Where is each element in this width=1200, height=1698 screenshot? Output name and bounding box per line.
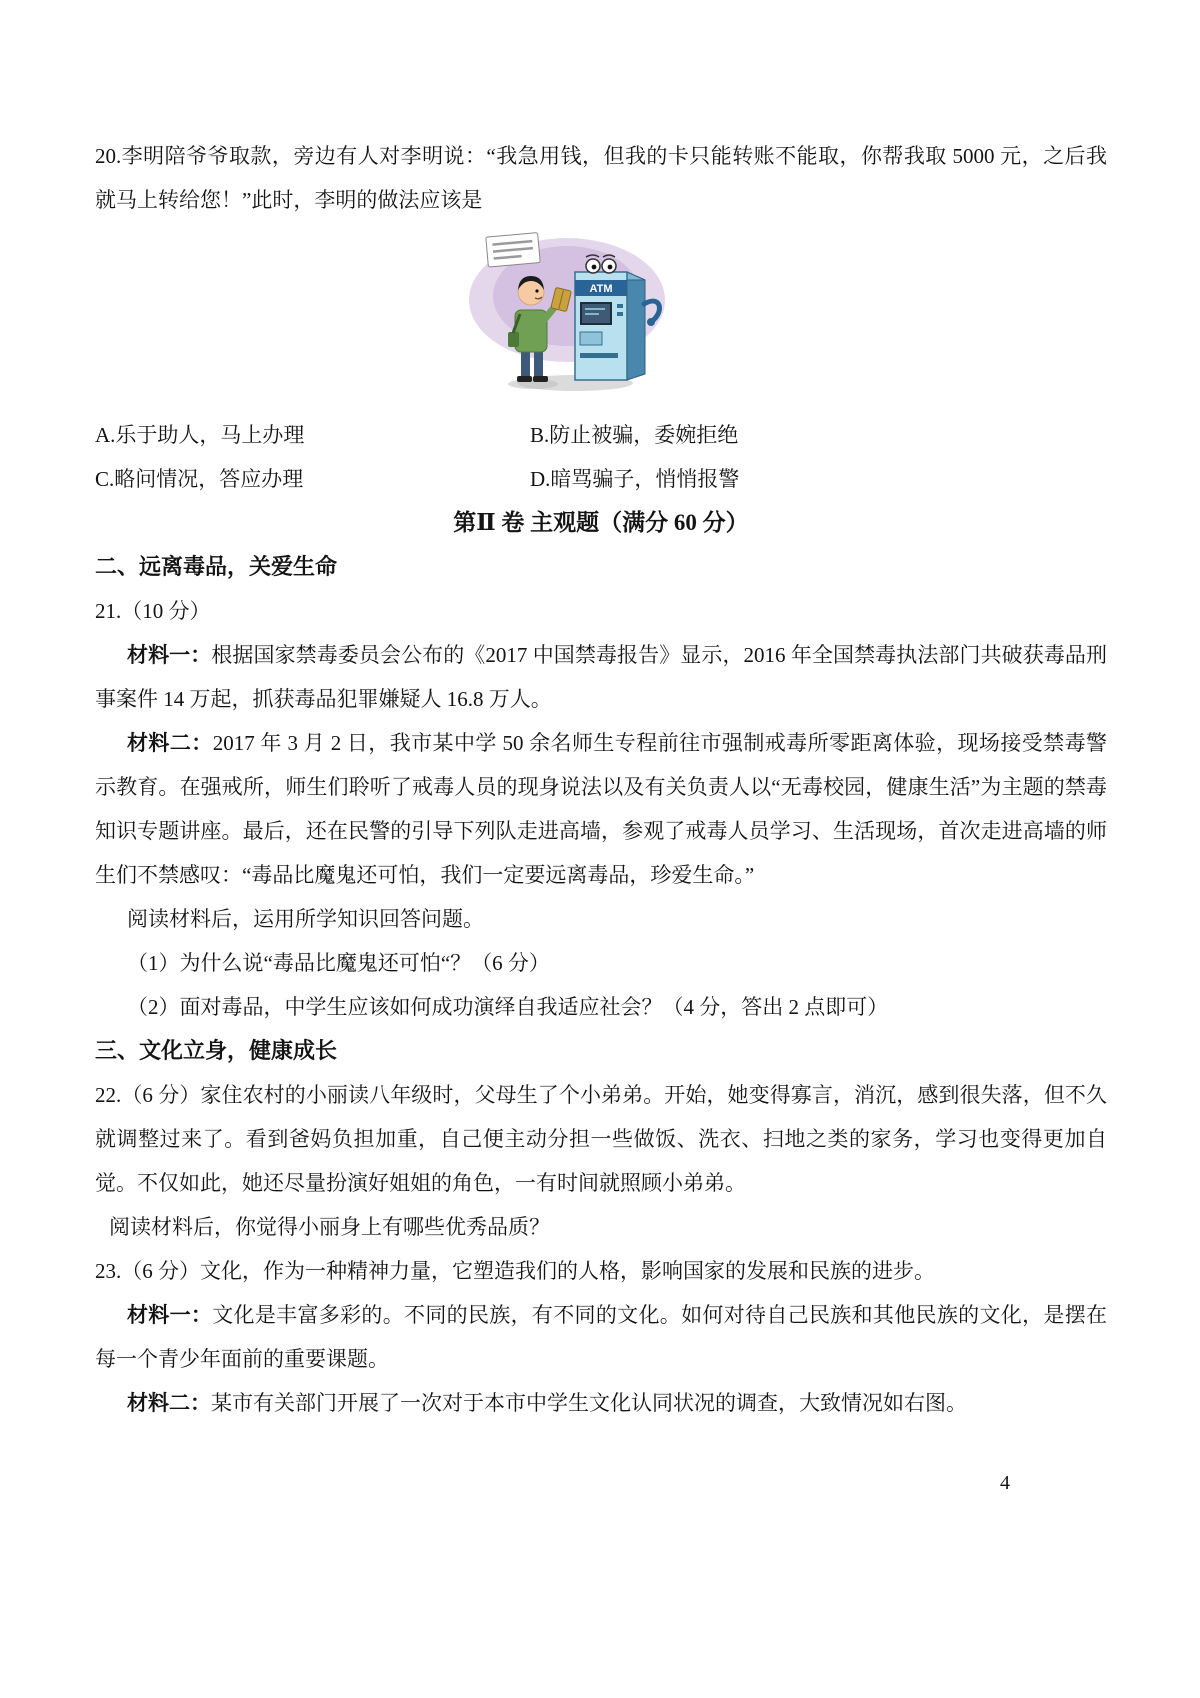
warning-sign — [486, 233, 540, 267]
question-21-sub1: （1）为什么说“毒品比魔鬼还可怕“？（6 分） — [127, 951, 550, 975]
option-c: C.略问情况，答应办理 — [95, 467, 304, 491]
question-21-read-note: 阅读材料后，运用所学知识回答问题。 — [127, 907, 484, 931]
section3-title: 三、文化立身，健康成长 — [95, 1038, 338, 1063]
atm-illustration-block — [95, 222, 1107, 413]
material-2-text: 2017 年 3 月 2 日，我市某中学 50 余名师生专程前往市强制戒毒所零距离体验，现场接受禁毒警示教育。在强戒所，师生们聆听了戒毒人员的现身说法以及有关负责人以“无毒校园，健康生活”为主题的禁毒知识专题讲座。最后，还在民警的引导下列队走进高墙，参观了戒毒人员学习、生活现场，首次走进高墙的师生们不禁感叹：“毒品比魔鬼还可怕，我们一定要远离毒品，珍爱生命。” — [95, 731, 1108, 887]
atm-scene-illustration — [447, 232, 669, 400]
material-1-label: 材料一： — [127, 1303, 213, 1327]
material-1-text: 根据国家禁毒委员会公布的《2017 中国禁毒报告》显示，2016 年全国禁毒执法部门共破获毒品刑事案件 14 万起，抓获毒品犯罪嫌疑人 16.8 万人。 — [95, 643, 1107, 711]
options-row-2 — [95, 457, 1107, 501]
material-1-text: 文化是丰富多彩的。不同的民族，有不同的文化。如何对待自己民族和其他民族的文化，是摆在每一个青少年面前的重要课题。 — [95, 1303, 1108, 1371]
question-22-text: 22.（6 分）家住农村的小丽读八年级时，父母生了个小弟弟。开始，她变得寡言，消沉，感到很失落，但不久就调整过来了。看到爸妈负担加重，自己便主动分担一些做饭、洗衣、扫地之类的家务，学习也变得更加自觉。不仅如此，她还尽量扮演好姐姐的角色，一有时间就照顾小弟弟。 — [95, 1083, 1107, 1195]
options-row-1 — [95, 413, 1107, 457]
question-23-material-1 — [95, 1293, 1107, 1381]
page-content — [95, 134, 1107, 1425]
question-21-material-1 — [95, 633, 1107, 721]
question-22-read-note: 阅读材料后，你觉得小丽身上有哪些优秀品质？ — [109, 1215, 550, 1239]
material-2-label: 材料二： — [127, 731, 213, 755]
page-number: 4 — [1000, 1472, 1010, 1494]
section2-title: 二、远离毒品，关爱生命 — [95, 554, 338, 579]
question-21-material-2 — [95, 721, 1107, 897]
material-1-label: 材料一： — [127, 643, 212, 667]
question-20-stem: 20.李明陪爷爷取款，旁边有人对李明说：“我急用钱，但我的卡只能转账不能取，你帮我取 5000 元，之后我就马上转给您！”此时，李明的做法应该是 — [95, 144, 1107, 212]
question-21-number: 21.（10 分） — [95, 599, 211, 623]
question-23-text: 23.（6 分）文化，作为一种精神力量，它塑造我们的人格，影响国家的发展和民族的进步。 — [95, 1259, 935, 1283]
part2-heading: 第Ⅱ 卷 主观题（满分 60 分） — [453, 510, 749, 535]
atm-label: ATM — [589, 283, 613, 295]
question-21-sub2: （2）面对毒品，中学生应该如何成功演绎自我适应社会？（4 分，答出 2 点即可） — [127, 995, 889, 1019]
material-2-text: 某市有关部门开展了一次对于本市中学生文化认同状况的调查，大致情况如右图。 — [211, 1391, 967, 1415]
option-d: D.暗骂骗子，悄悄报警 — [530, 467, 740, 491]
option-a: A.乐于助人，马上办理 — [95, 423, 305, 447]
question-23-material-2 — [95, 1381, 1107, 1425]
option-b: B.防止被骗，委婉拒绝 — [530, 423, 739, 447]
material-2-label: 材料二： — [127, 1391, 211, 1415]
